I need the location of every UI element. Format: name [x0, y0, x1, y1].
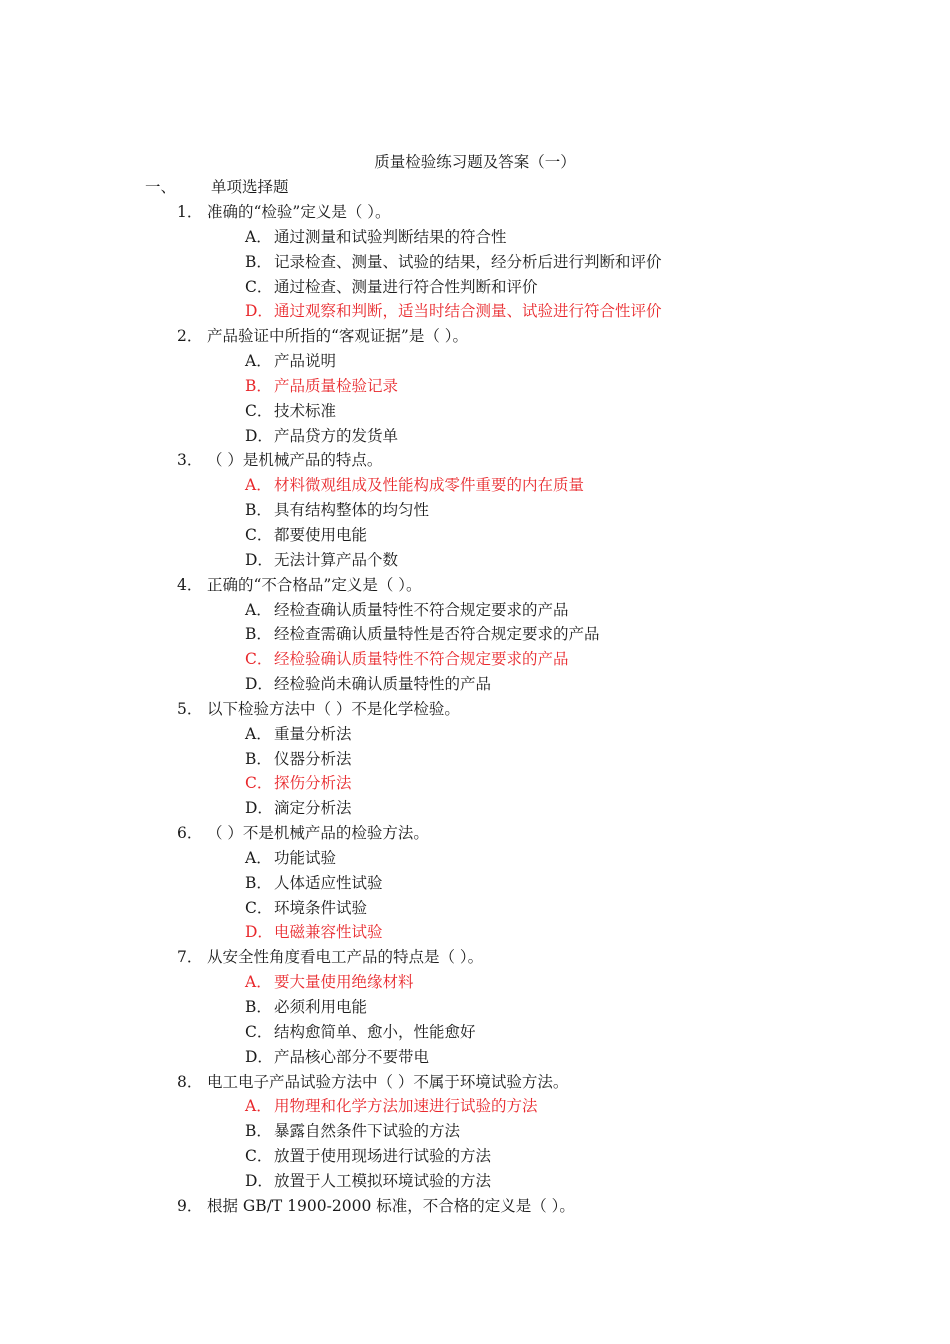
option-letter: A．	[245, 600, 272, 619]
option-4-b	[0, 622, 950, 647]
question-text: （ ）不是机械产品的检验方法。	[207, 824, 429, 843]
option-5-c-answer	[0, 771, 950, 796]
option-text: 暴露自然条件下试验的方法	[274, 1122, 461, 1141]
question-8	[0, 1070, 950, 1095]
option-text: 产品说明	[274, 352, 337, 371]
question-1	[0, 200, 950, 225]
option-text: 材料微观组成及性能构成零件重要的内在质量	[274, 476, 585, 495]
option-text: 功能试验	[274, 848, 337, 867]
option-letter: B．	[245, 376, 272, 395]
option-7-b	[0, 995, 950, 1020]
option-letter: A．	[245, 724, 272, 743]
option-7-c	[0, 1020, 950, 1045]
option-text: 经检验尚未确认质量特性的产品	[274, 675, 492, 694]
option-2-b-answer	[0, 374, 950, 399]
option-text: 技术标准	[274, 401, 337, 420]
question-number: 1．	[177, 203, 203, 221]
option-letter: A．	[245, 476, 272, 495]
option-6-c	[0, 896, 950, 921]
option-letter: D．	[245, 550, 273, 569]
option-text: 都要使用电能	[274, 525, 368, 544]
option-letter: D．	[245, 302, 273, 321]
option-text: 滴定分析法	[274, 799, 352, 818]
option-8-d	[0, 1169, 950, 1194]
option-1-d-answer	[0, 299, 950, 324]
option-letter: A．	[245, 352, 272, 371]
option-text: 放置于人工模拟环境试验的方法	[274, 1171, 492, 1190]
question-text: 产品验证中所指的“客观证据”是（ ）。	[207, 327, 469, 346]
option-letter: B．	[245, 998, 272, 1016]
option-letter: C．	[245, 277, 273, 296]
option-letter: C．	[245, 650, 273, 669]
question-7	[0, 945, 950, 970]
option-3-d	[0, 548, 950, 573]
option-letter: B．	[245, 1122, 272, 1141]
option-4-d	[0, 672, 950, 697]
option-text: 必须利用电能	[274, 998, 368, 1016]
option-6-a	[0, 846, 950, 871]
option-text: 产品核心部分不要带电	[274, 1047, 430, 1066]
question-3	[0, 448, 950, 473]
section-number: 一、	[145, 178, 177, 196]
option-letter: A．	[245, 227, 272, 246]
option-letter: A．	[245, 973, 272, 992]
option-text: 放置于使用现场进行试验的方法	[274, 1147, 492, 1166]
option-letter: C．	[245, 401, 273, 420]
option-letter: C．	[245, 525, 273, 544]
question-2	[0, 324, 950, 349]
question-text: 根据 GB/T 1900-2000 标准，不合格的定义是（ ）。	[207, 1196, 575, 1215]
option-text: 电磁兼容性试验	[274, 923, 383, 942]
option-letter: D．	[245, 799, 273, 818]
option-8-a-answer	[0, 1094, 950, 1119]
question-4	[0, 573, 950, 598]
question-text: 从安全性角度看电工产品的特点是（ ）。	[207, 948, 484, 967]
option-text: 经检查需确认质量特性是否符合规定要求的产品	[274, 625, 600, 644]
option-text: 环境条件试验	[274, 898, 368, 917]
question-number: 3．	[177, 451, 203, 470]
option-letter: A．	[245, 1097, 272, 1116]
option-4-a	[0, 598, 950, 623]
option-3-c	[0, 523, 950, 548]
question-list	[0, 200, 950, 1219]
option-5-d	[0, 796, 950, 821]
question-text: 正确的“不合格品”定义是（ ）。	[207, 575, 422, 594]
option-letter: D．	[245, 1047, 273, 1066]
option-1-b	[0, 250, 950, 275]
document-title: 质量检验练习题及答案（一）	[374, 153, 576, 171]
option-6-b	[0, 871, 950, 896]
option-letter: B．	[245, 501, 272, 520]
option-letter: D．	[245, 1171, 273, 1190]
option-text: 要大量使用绝缘材料	[274, 973, 414, 992]
option-text: 通过检查、测量进行符合性判断和评价	[274, 277, 538, 296]
option-text: 重量分析法	[274, 724, 352, 743]
option-2-c	[0, 399, 950, 424]
question-number: 6．	[177, 824, 203, 843]
option-text: 记录检查、测量、试验的结果，经分析后进行判断和评价	[274, 252, 662, 271]
option-3-b	[0, 498, 950, 523]
question-number: 8．	[177, 1072, 203, 1091]
option-text: 探伤分析法	[274, 774, 352, 793]
option-letter: C．	[245, 1022, 273, 1041]
option-1-a	[0, 225, 950, 250]
question-6	[0, 821, 950, 846]
option-letter: B．	[245, 252, 272, 271]
option-letter: D．	[245, 675, 273, 694]
option-letter: C．	[245, 898, 273, 917]
option-7-a-answer	[0, 970, 950, 995]
option-2-a	[0, 349, 950, 374]
option-2-d	[0, 424, 950, 449]
option-8-b	[0, 1119, 950, 1144]
option-1-c	[0, 275, 950, 300]
question-text: 以下检验方法中（ ）不是化学检验。	[207, 699, 460, 718]
question-number: 2．	[177, 327, 203, 346]
question-number: 4．	[177, 575, 203, 594]
option-letter: B．	[245, 625, 272, 644]
option-letter: B．	[245, 873, 272, 892]
option-text: 经检查确认质量特性不符合规定要求的产品	[274, 600, 569, 619]
question-text: 准确的“检验”定义是（ ）。	[207, 203, 391, 221]
question-number: 7．	[177, 948, 203, 967]
option-6-d-answer	[0, 920, 950, 945]
option-text: 人体适应性试验	[274, 873, 383, 892]
section-title: 单项选择题	[211, 178, 289, 196]
question-5	[0, 697, 950, 722]
option-letter: C．	[245, 774, 273, 793]
section-heading	[145, 175, 289, 199]
option-7-d	[0, 1045, 950, 1070]
option-8-c	[0, 1144, 950, 1169]
option-text: 产品贷方的发货单	[274, 426, 399, 445]
option-text: 产品质量检验记录	[274, 376, 399, 395]
question-text: 电工电子产品试验方法中（ ）不属于环境试验方法。	[207, 1072, 569, 1091]
question-9	[0, 1194, 950, 1219]
option-text: 通过测量和试验判断结果的符合性	[274, 227, 507, 246]
option-letter: C．	[245, 1147, 273, 1166]
option-text: 具有结构整体的均匀性	[274, 501, 430, 520]
question-number: 5．	[177, 699, 203, 718]
option-3-a-answer	[0, 473, 950, 498]
option-letter: D．	[245, 923, 273, 942]
option-text: 仪器分析法	[274, 749, 352, 768]
option-text: 无法计算产品个数	[274, 550, 399, 569]
option-text: 用物理和化学方法加速进行试验的方法	[274, 1097, 538, 1116]
option-5-a	[0, 722, 950, 747]
question-number: 9．	[177, 1196, 203, 1215]
question-text: （ ）是机械产品的特点。	[207, 451, 383, 470]
option-letter: D．	[245, 426, 273, 445]
option-4-c-answer	[0, 647, 950, 672]
option-text: 通过观察和判断，适当时结合测量、试验进行符合性评价	[274, 302, 662, 321]
option-text: 结构愈简单、愈小，性能愈好	[274, 1022, 476, 1041]
option-letter: A．	[245, 848, 272, 867]
option-text: 经检验确认质量特性不符合规定要求的产品	[274, 650, 569, 669]
option-letter: B．	[245, 749, 272, 768]
option-5-b	[0, 747, 950, 772]
